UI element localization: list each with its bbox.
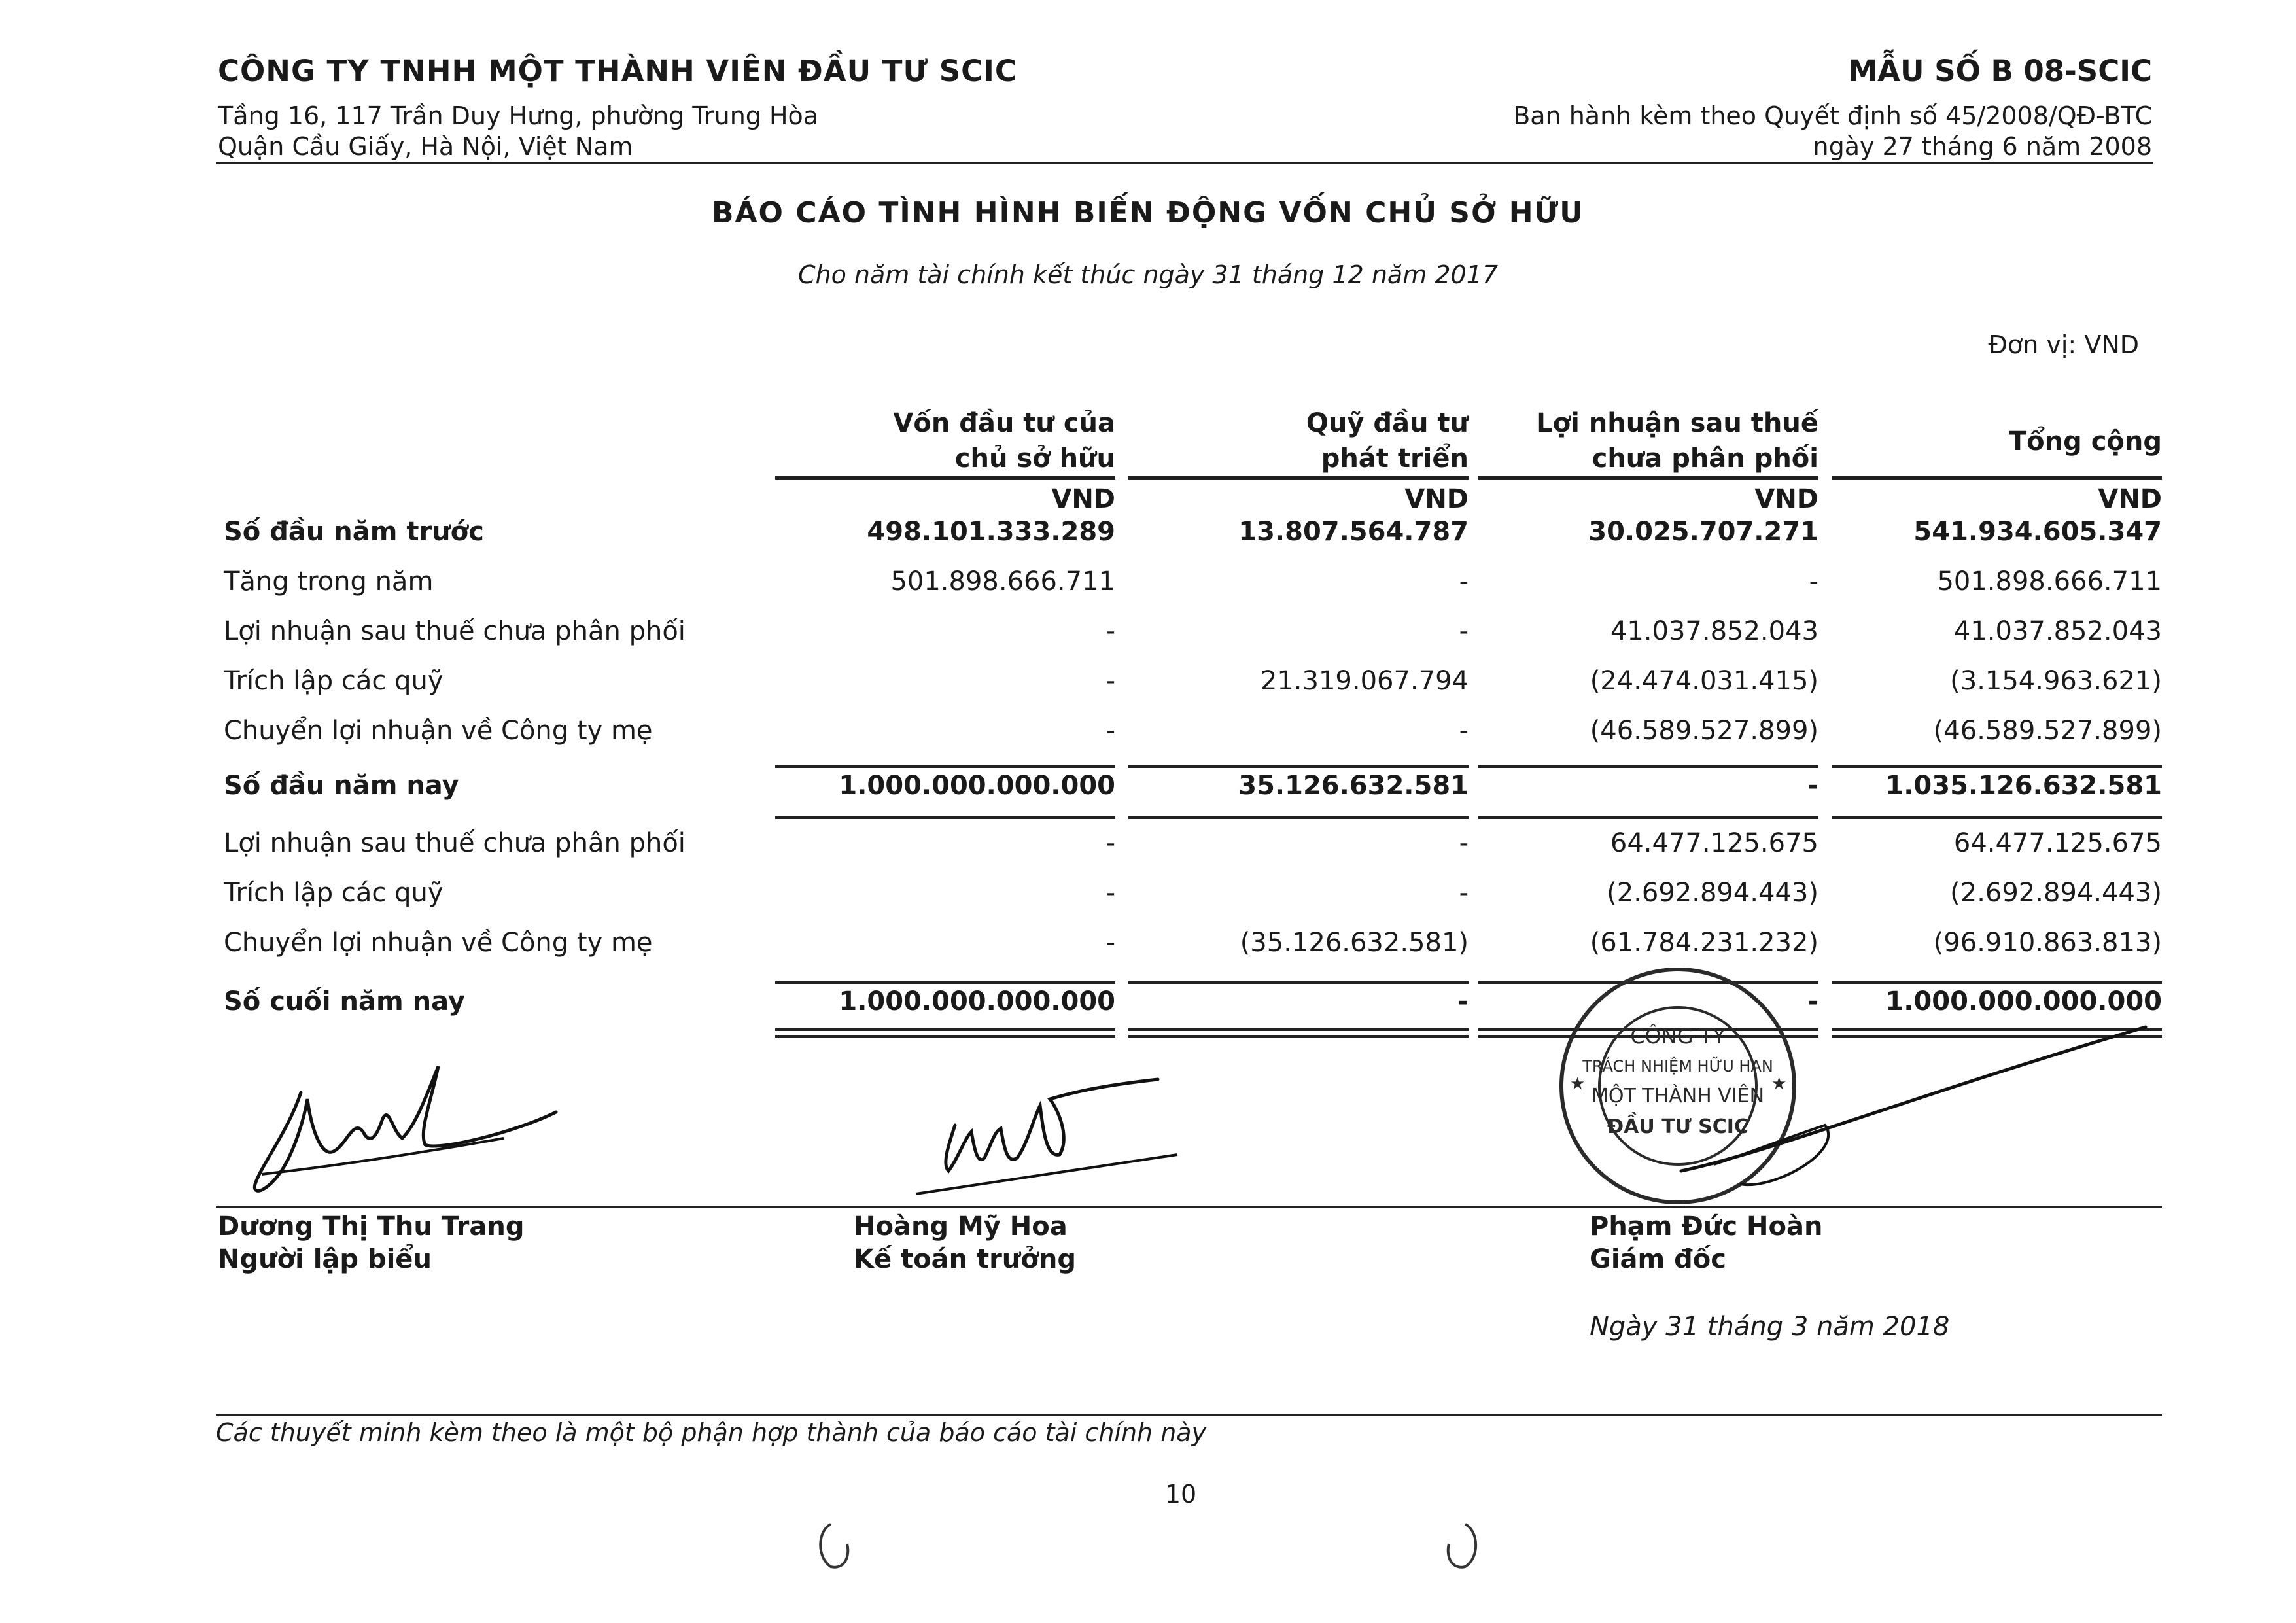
footer-divider — [216, 1414, 2162, 1416]
cell-owner-capital: 498.101.333.289 — [867, 517, 1115, 547]
column-header-line2: Tổng cộng — [2008, 427, 2162, 457]
cell-total: 1.035.126.632.581 — [1885, 771, 2162, 801]
stamp-star-left: ★ — [1570, 1074, 1586, 1094]
cell-retained-earnings: (61.784.231.232) — [1590, 928, 1818, 958]
cell-retained-earnings: - — [1809, 567, 1818, 597]
form-code: MẪU SỐ B 08-SCIC — [1848, 54, 2152, 88]
cell-development-fund: (35.126.632.581) — [1240, 928, 1469, 958]
cell-total: (46.589.527.899) — [1933, 716, 2162, 746]
subtotal-rule — [1128, 816, 1469, 819]
subtotal-rule — [1478, 816, 1818, 819]
column-currency: VND — [1404, 484, 1469, 514]
signer-role-preparer: Người lập biểu — [218, 1244, 432, 1274]
sign-date: Ngày 31 tháng 3 năm 2018 — [1590, 1312, 1950, 1342]
double-rule — [775, 1028, 1115, 1031]
total-rule — [775, 981, 1115, 984]
signer-role-chief-accountant: Kế toán trưởng — [854, 1244, 1076, 1274]
row-label: Số đầu năm nay — [224, 771, 459, 801]
table-row — [216, 771, 2162, 810]
total-rule — [1832, 981, 2162, 984]
company-address-line2: Quận Cầu Giấy, Hà Nội, Việt Nam — [218, 132, 633, 161]
header-divider — [216, 162, 2153, 164]
column-header-line2: chưa phân phối — [1592, 444, 1818, 474]
column-header-rule — [1832, 476, 2162, 480]
table-row — [216, 567, 2162, 606]
column-header-rule — [775, 476, 1115, 480]
signer-name-preparer: Dương Thị Thu Trang — [218, 1212, 525, 1242]
cell-total: 1.000.000.000.000 — [1885, 986, 2162, 1017]
form-decision-line1: Ban hành kèm theo Quyết định số 45/2008/QĐ-BTC — [1513, 101, 2152, 130]
cell-development-fund: - — [1457, 986, 1469, 1017]
row-label: Số cuối năm nay — [224, 986, 465, 1017]
cell-total: (96.910.863.813) — [1933, 928, 2162, 958]
punch-hole-right — [1436, 1518, 1488, 1577]
column-currency: VND — [1754, 484, 1818, 514]
cell-development-fund: - — [1459, 828, 1469, 858]
cell-development-fund: 21.319.067.794 — [1260, 666, 1469, 696]
table-row — [216, 517, 2162, 556]
cell-owner-capital: - — [1105, 616, 1115, 646]
column-header-line1: Vốn đầu tư của — [893, 408, 1115, 438]
company-address-line1: Tầng 16, 117 Trần Duy Hưng, phường Trung Hòa — [218, 101, 819, 130]
signature-preparer — [242, 1040, 582, 1217]
stamp-line2: TRÁCH NHIỆM HỮU HẠN — [1582, 1057, 1773, 1075]
stamp-line1: CÔNG TY — [1630, 1024, 1726, 1049]
cell-owner-capital: - — [1105, 716, 1115, 746]
column-header-rule — [1478, 476, 1818, 480]
column-header-total — [1832, 424, 2162, 459]
table-row — [216, 666, 2162, 705]
currency-unit: Đơn vị: VND — [1988, 330, 2139, 359]
cell-development-fund: - — [1459, 716, 1469, 746]
cell-owner-capital: - — [1105, 828, 1115, 858]
column-currency: VND — [1051, 484, 1115, 514]
cell-development-fund: - — [1459, 616, 1469, 646]
double-rule — [1128, 1035, 1469, 1038]
cell-development-fund: 13.807.564.787 — [1238, 517, 1469, 547]
subtotal-rule — [1478, 765, 1818, 768]
column-header-line1: Lợi nhuận sau thuế — [1536, 408, 1818, 438]
table-row — [216, 928, 2162, 967]
cell-retained-earnings: - — [1807, 771, 1818, 801]
row-label: Số đầu năm trước — [224, 517, 484, 547]
signature-director — [1675, 1021, 2172, 1230]
cell-owner-capital: - — [1105, 928, 1115, 958]
table-row — [216, 616, 2162, 655]
company-name: CÔNG TY TNHH MỘT THÀNH VIÊN ĐẦU TƯ SCIC — [218, 54, 1017, 88]
row-label: Trích lập các quỹ — [224, 878, 444, 908]
table-row — [216, 878, 2162, 917]
row-label: Lợi nhuận sau thuế chưa phân phối — [224, 616, 686, 646]
signer-name-chief-accountant: Hoàng Mỹ Hoa — [854, 1212, 1068, 1242]
punch-hole-left — [811, 1518, 863, 1577]
subtotal-rule — [1832, 765, 2162, 768]
row-label: Trích lập các quỹ — [224, 666, 444, 696]
cell-total: 501.898.666.711 — [1937, 567, 2162, 597]
cell-total: 64.477.125.675 — [1953, 828, 2162, 858]
cell-owner-capital: 1.000.000.000.000 — [839, 986, 1115, 1017]
column-header-retained-earnings — [1478, 406, 1818, 476]
table-row — [216, 716, 2162, 755]
cell-owner-capital: 501.898.666.711 — [890, 567, 1115, 597]
cell-total: 41.037.852.043 — [1953, 616, 2162, 646]
cell-retained-earnings: 41.037.852.043 — [1610, 616, 1818, 646]
row-label: Chuyển lợi nhuận về Công ty mẹ — [224, 928, 653, 958]
column-header-line1: Quỹ đầu tư — [1306, 408, 1469, 438]
report-period: Cho năm tài chính kết thúc ngày 31 tháng 12 năm 2017 — [797, 260, 1499, 289]
signer-name-director: Phạm Đức Hoàn — [1590, 1212, 1823, 1242]
row-label: Tăng trong năm — [224, 567, 434, 597]
column-header-line2: chủ sở hữu — [954, 444, 1115, 474]
cell-total: (3.154.963.621) — [1950, 666, 2162, 696]
subtotal-rule — [1128, 765, 1469, 768]
double-rule — [1128, 1028, 1469, 1031]
column-header-development-fund — [1128, 406, 1469, 476]
cell-total: 541.934.605.347 — [1913, 517, 2162, 547]
cell-owner-capital: - — [1105, 878, 1115, 908]
cell-retained-earnings: - — [1807, 986, 1818, 1017]
subtotal-rule — [775, 816, 1115, 819]
column-currency: VND — [2098, 484, 2162, 514]
cell-development-fund: - — [1459, 878, 1469, 908]
table-row — [216, 986, 2162, 1026]
total-rule — [1128, 981, 1469, 984]
cell-development-fund: 35.126.632.581 — [1238, 771, 1469, 801]
report-title: BÁO CÁO TÌNH HÌNH BIẾN ĐỘNG VỐN CHỦ SỞ HỮU — [711, 196, 1585, 230]
stamp-line3: MỘT THÀNH VIÊN — [1591, 1085, 1765, 1108]
cell-retained-earnings: (2.692.894.443) — [1607, 878, 1818, 908]
footer-note: Các thuyết minh kèm theo là một bộ phận hợp thành của báo cáo tài chính này — [216, 1418, 1207, 1447]
cell-retained-earnings: 64.477.125.675 — [1610, 828, 1818, 858]
double-rule — [775, 1035, 1115, 1038]
row-label: Lợi nhuận sau thuế chưa phân phối — [224, 828, 686, 858]
subtotal-rule — [1832, 816, 2162, 819]
signature-divider — [216, 1206, 2162, 1208]
column-header-line2: phát triển — [1321, 444, 1469, 474]
subtotal-rule — [775, 765, 1115, 768]
column-header-owner-capital — [775, 406, 1115, 476]
form-decision-line2: ngày 27 tháng 6 năm 2008 — [1813, 132, 2152, 161]
cell-retained-earnings: (46.589.527.899) — [1590, 716, 1818, 746]
table-row — [216, 828, 2162, 867]
signer-role-director: Giám đốc — [1590, 1244, 1726, 1274]
cell-owner-capital: - — [1105, 666, 1115, 696]
column-header-rule — [1128, 476, 1469, 480]
cell-retained-earnings: (24.474.031.415) — [1590, 666, 1818, 696]
signature-chief-accountant — [903, 1040, 1191, 1210]
stamp-star-right: ★ — [1771, 1074, 1787, 1094]
cell-owner-capital: 1.000.000.000.000 — [839, 771, 1115, 801]
page-number: 10 — [1164, 1480, 1197, 1509]
cell-development-fund: - — [1459, 567, 1469, 597]
row-label: Chuyển lợi nhuận về Công ty mẹ — [224, 716, 653, 746]
cell-total: (2.692.894.443) — [1950, 878, 2162, 908]
stamp-line4: ĐẦU TƯ SCIC — [1607, 1115, 1748, 1138]
cell-retained-earnings: 30.025.707.271 — [1588, 517, 1818, 547]
